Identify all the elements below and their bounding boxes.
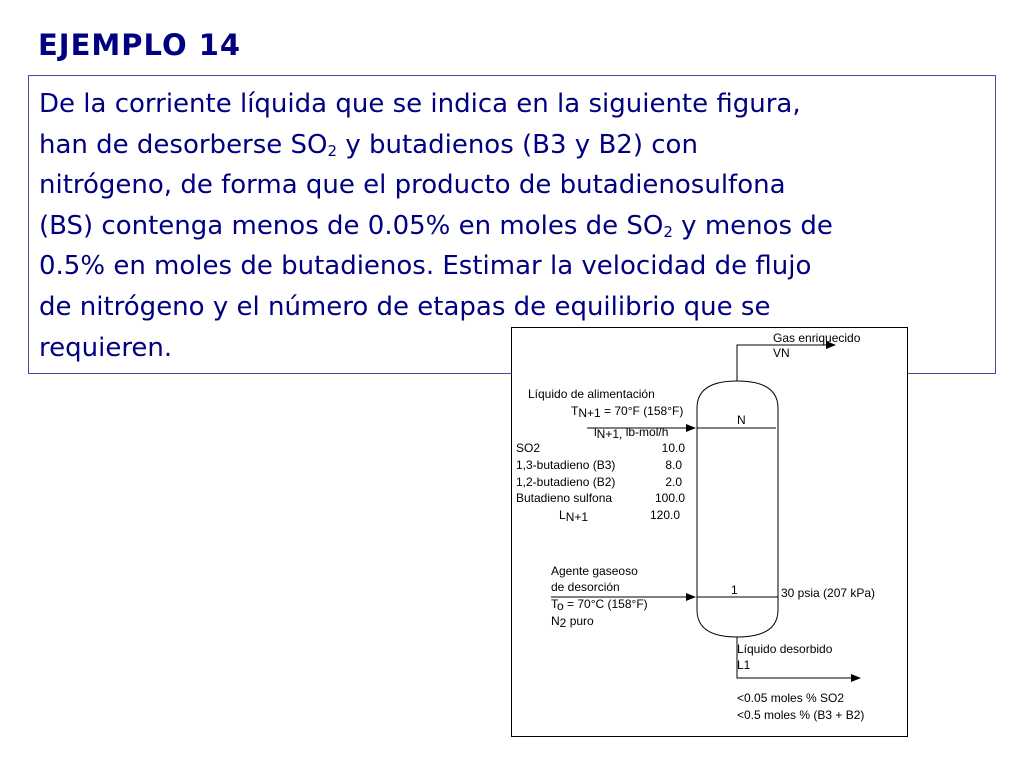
text-run: (BS) contenga menos de 0.05% en moles de SO xyxy=(39,210,664,241)
text-run: nitrógeno, de forma que el producto de butadienosulfona xyxy=(39,170,786,201)
feed-temperature: TN+1 = 70°F (158°F) xyxy=(571,404,684,420)
feed-composition-table xyxy=(516,441,685,524)
text-run: De la corriente líquida que se indica en la siguiente figura, xyxy=(39,89,801,119)
feed-flow: lN+1, lb-mol/h xyxy=(594,425,669,441)
text-run: de nitrógeno y el número de etapas de equilibrio que se xyxy=(39,291,771,322)
component-value: 2.0 xyxy=(665,475,682,489)
component-value: 10.0 xyxy=(661,441,685,455)
gas-out-label: Gas enriquecido xyxy=(773,331,861,345)
component-name: Butadieno sulfona xyxy=(516,491,613,505)
text-run: y menos de xyxy=(672,210,833,241)
component-value: 8.0 xyxy=(665,458,682,472)
text-run: 0.5% en moles de butadienos. Estimar la velocidad de flujo xyxy=(39,251,812,282)
gas-agent-temperature: To = 70°C (158°F) xyxy=(551,597,648,613)
gas-out-symbol: VN xyxy=(773,346,790,360)
spec-so2: <0.05 moles % SO2 xyxy=(737,691,845,705)
total-label: LN+1 xyxy=(559,508,589,524)
component-value: 100.0 xyxy=(654,491,685,505)
liquid-out-symbol: L1 xyxy=(737,658,751,672)
component-name: 1,3-butadieno (B3) xyxy=(516,458,616,472)
text-run: requieren. xyxy=(39,332,173,363)
component-name: SO2 xyxy=(516,441,541,455)
gas-agent-line2: de desorción xyxy=(551,580,620,594)
text-run: han de desorberse SO xyxy=(39,129,328,160)
component-name: 1,2-butadieno (B2) xyxy=(516,475,616,489)
gas-agent-line1: Agente gaseoso xyxy=(551,564,638,578)
stage-label-top: N xyxy=(737,413,746,427)
total-value: 120.0 xyxy=(649,508,680,522)
pressure-label: 30 psia (207 kPa) xyxy=(781,586,876,600)
subscript: 2 xyxy=(663,222,673,241)
liquid-out-label: Líquido desorbido xyxy=(737,642,833,656)
slide-title: EJEMPLO 14 xyxy=(38,28,242,62)
text-run: y butadienos (B3 y B2) con xyxy=(337,129,698,160)
stage-label-bottom: 1 xyxy=(731,583,738,597)
feed-title: Líquido de alimentación xyxy=(528,387,655,401)
subscript: 2 xyxy=(327,141,338,160)
gas-agent-species: N2 puro xyxy=(551,614,594,630)
spec-butadienes: <0.5 moles % (B3 + B2) xyxy=(737,708,865,722)
